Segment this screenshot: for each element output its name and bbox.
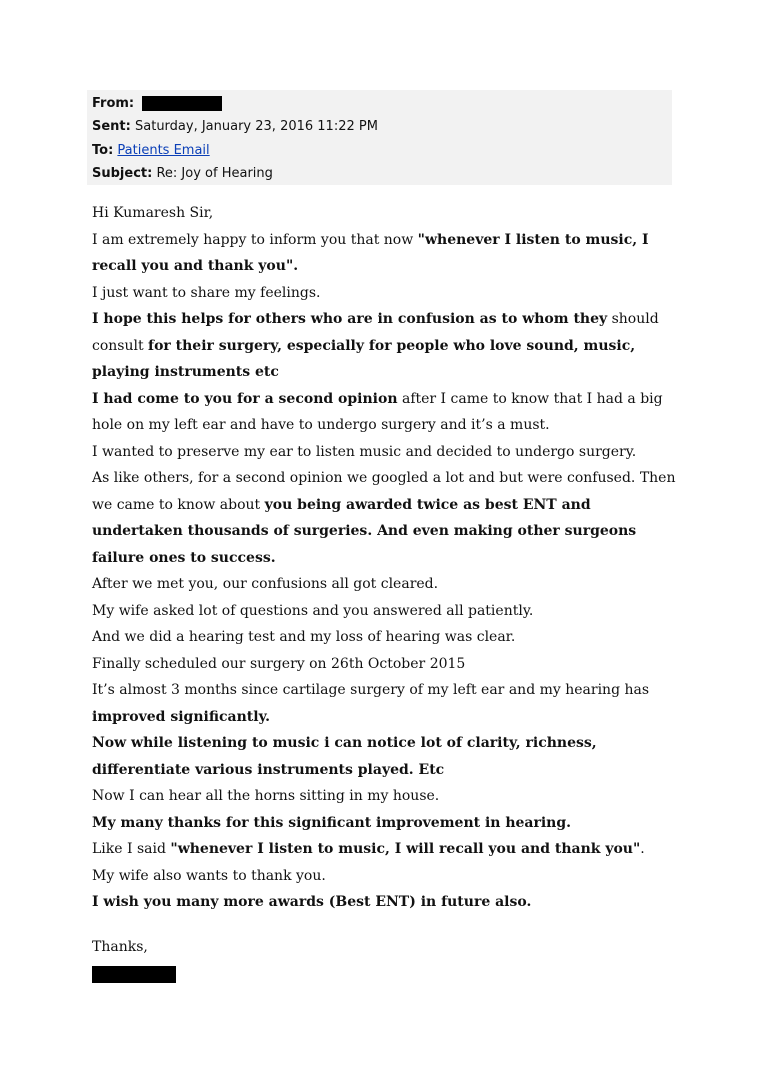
to-recipient-link[interactable]: Patients Email — [117, 142, 210, 158]
subject-value: Re: Joy of Hearing — [156, 166, 273, 182]
to-label: To: — [92, 142, 114, 158]
subject-label: Subject: — [92, 166, 153, 182]
from-label: From: — [92, 96, 135, 111]
paragraph — [92, 227, 682, 280]
bold-text: you being awarded twice as best ENT and undertaken thousands of surgeries. And even making other surgeons failure ones to success. — [92, 496, 637, 566]
bold-text: I hope this helps for others who are in confusion as to whom they — [92, 311, 608, 327]
paragraph — [92, 386, 682, 439]
paragraph — [92, 730, 682, 783]
bold-text: improved significantly. — [92, 708, 270, 725]
spacer — [92, 916, 682, 934]
paragraph: Now I can hear all the horns sitting in my house. — [92, 788, 440, 804]
sent-value: Saturday, January 23, 2016 11:22 PM — [135, 119, 378, 135]
paragraph — [92, 306, 682, 386]
bold-text: "whenever I listen to music, I will recall you and thank you" — [170, 841, 641, 857]
sent-row — [92, 115, 672, 138]
paragraph: My wife also wants to thank you. — [92, 867, 326, 884]
text: Like I said — [92, 841, 171, 857]
bold-text: Now while listening to music i can notice lot of clarity, richness, differentiate various instruments played. Etc — [92, 735, 597, 778]
text: I am extremely happy to inform you that now — [92, 231, 418, 248]
email-body — [92, 200, 682, 987]
redacted-signature — [92, 966, 176, 983]
bold-text: I had come to you for a second opinion — [92, 390, 398, 407]
paragraph — [92, 836, 682, 863]
paragraph: Finally scheduled our surgery on 26th October 2015 — [92, 655, 466, 672]
subject-row — [92, 162, 672, 185]
bold-text: for their surgery, especially for people who love sound, music, playing instruments etc — [92, 337, 636, 380]
paragraph: And we did a hearing test and my loss of hearing was clear. — [92, 629, 516, 645]
paragraph: After we met you, our confusions all got cleared. — [92, 576, 439, 592]
paragraph: My wife asked lot of questions and you answered all patiently. — [92, 602, 534, 619]
to-row — [92, 139, 672, 162]
paragraph — [92, 677, 682, 730]
greeting: Hi Kumaresh Sir, — [92, 205, 214, 221]
signoff: Thanks, — [92, 938, 148, 955]
paragraph: I just want to share my feelings. — [92, 284, 321, 301]
text: . — [640, 841, 645, 857]
bold-text: "whenever I listen to music, I recall you and thank you". — [92, 231, 649, 274]
email-header — [87, 90, 672, 185]
paragraph: I wanted to preserve my ear to listen music and decided to undergo surgery. — [92, 443, 637, 460]
bold-text: I wish you many more awards (Best ENT) in future also. — [92, 894, 532, 910]
text: As like others, for a second opinion we googled a lot and but were confused. Then we came to know about — [92, 470, 676, 513]
paragraph — [92, 810, 682, 837]
paragraph — [92, 465, 682, 571]
paragraph — [92, 889, 682, 916]
from-row — [92, 92, 672, 115]
bold-text: My many thanks for this significant improvement in hearing. — [92, 814, 572, 831]
text: should consult — [92, 311, 659, 354]
sent-label: Sent: — [92, 119, 131, 135]
text: after I came to know that I had a big hole on my left ear and have to undergo surgery and it’s a must. — [92, 390, 663, 433]
text: It’s almost 3 months since cartilage surgery of my left ear and my hearing has — [92, 682, 650, 698]
redacted-sender — [142, 96, 222, 111]
